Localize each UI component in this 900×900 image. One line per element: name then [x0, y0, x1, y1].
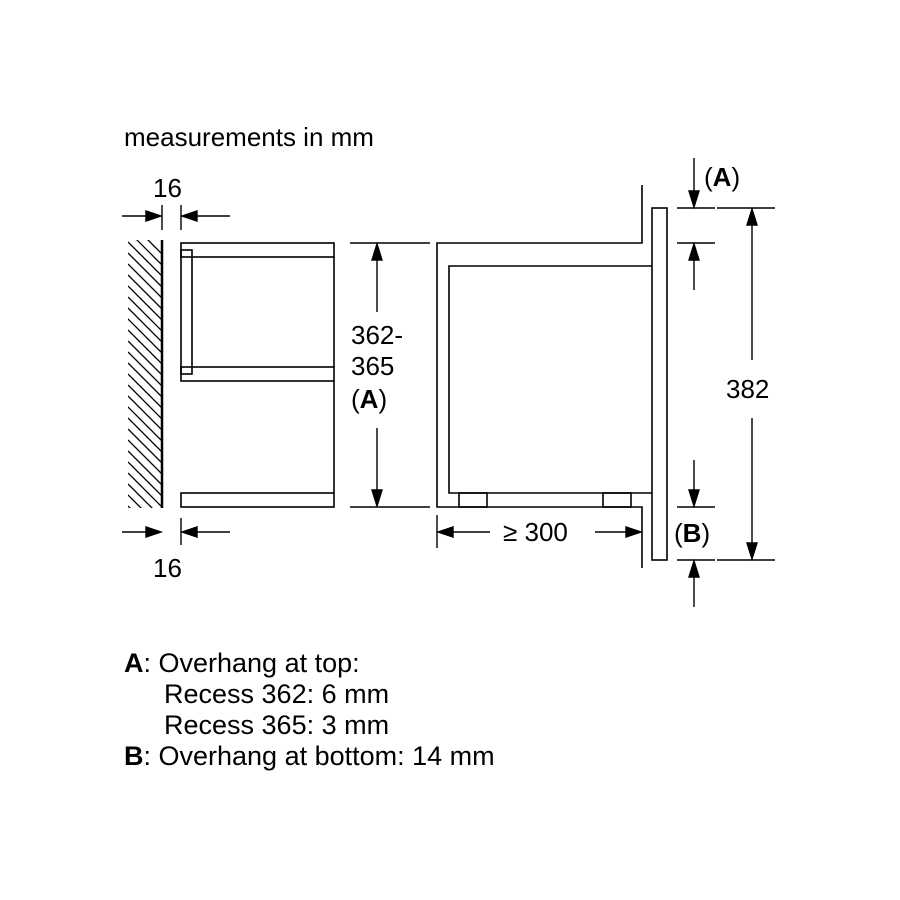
gap-dimension-bottom: [122, 518, 230, 545]
overhang-bottom-label: (B): [674, 518, 711, 548]
recess-height-line2: 365: [351, 351, 395, 381]
legend-a-line1: Recess 362: 6 mm: [164, 679, 390, 709]
legend-b-row: [124, 741, 495, 772]
legend-b-letter: B: [124, 741, 144, 771]
overall-height-label: 382: [726, 374, 770, 404]
legend-a-letter: A: [124, 648, 144, 678]
title: measurements in mm: [124, 122, 374, 152]
cabinet-profile: [437, 185, 652, 568]
cabinet-side-view: [181, 243, 334, 507]
recess-height-line1: 362-: [351, 320, 404, 350]
gap-bottom-label: 16: [153, 553, 182, 583]
wall-hatching: [128, 220, 162, 573]
legend-b-text: : Overhang at bottom: 14 mm: [143, 741, 495, 771]
legend: [124, 648, 495, 772]
depth-label: ≥ 300: [503, 517, 568, 547]
overhang-top-label: (A): [704, 162, 741, 192]
legend-a-heading-row: [124, 648, 495, 679]
legend-a-line2: Recess 365: 3 mm: [164, 710, 390, 740]
gap-top-label: 16: [153, 173, 182, 203]
appliance-front-panel: [652, 208, 667, 560]
gap-dimension-top: [122, 205, 230, 230]
recess-height-ref: (A): [351, 384, 388, 414]
legend-a-heading: : Overhang at top:: [143, 648, 360, 678]
